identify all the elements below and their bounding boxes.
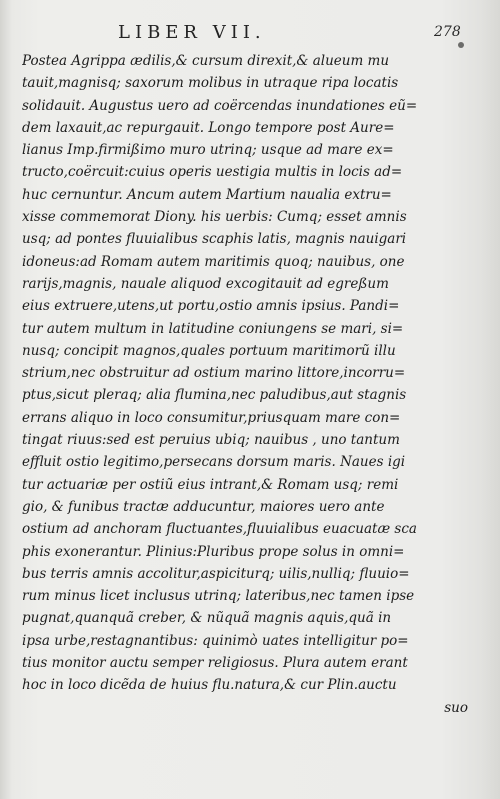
page-header: [0, 22, 500, 46]
text-line: pugnat,quanquã creber, & nũquã magnis aquis,quã in: [22, 610, 392, 627]
text-line: tur autem multum in latitudine coniungens se mari, si=: [22, 320, 404, 337]
text-line: eius extruere,utens,ut portu,ostio amnis ipsius. Pandi=: [22, 298, 400, 315]
text-line: Postea Agrippa ædilis,& cursum direxit,& alueum mu: [22, 53, 390, 69]
text-line: usq; ad pontes fluuialibus scaphis latis, magnis nauigari: [22, 231, 407, 248]
text-line: solidauit. Augustus uero ad coërcendas inundationes eũ=: [22, 97, 418, 114]
text-line: tructo,coërcuit:cuius operis uestigia multis in locis ad=: [22, 164, 403, 181]
text-line: rum minus licet inclusus utrinq; lateribus,nec tamen ipse: [22, 588, 415, 605]
text-line: bus terris amnis accolitur,aspiciturq; uilis,nulliq; fluuio=: [22, 565, 410, 582]
catchword: suo: [444, 699, 468, 716]
text-line: ostium ad anchoram fluctuantes,fluuialibus euacuatæ sca: [22, 521, 417, 538]
body-text: [22, 50, 474, 719]
text-line: tius monitor auctu semper religiosus. Plura autem erant: [22, 655, 408, 672]
running-title: LIBER VII.: [118, 22, 266, 43]
text-line: ipsa urbe,restagnantibus: quinimò uates intelligitur po=: [22, 632, 409, 649]
text-line: idoneus:ad Romam autem maritimis quoq; nauibus, one: [22, 253, 405, 270]
text-line: phis exonerantur. Plinius:Pluribus prope solus in omni=: [22, 543, 405, 560]
text-line: effluit ostio legitimo,persecans dorsum maris. Naues igi: [22, 454, 406, 471]
page-number: 278: [434, 24, 461, 40]
text-line: xisse commemorat Diony. his uerbis: Cumq; esset amnis: [22, 209, 407, 226]
text-line: dem laxauit,ac repurgauit. Longo tempore post Aure=: [22, 119, 395, 136]
text-line: ptus,sicut pleraq; alia flumina,nec paludibus,aut stagnis: [22, 387, 407, 404]
text-line: strium,nec obstruitur ad ostium marino littore,incorru=: [22, 365, 406, 382]
text-line: tur actuariæ per ostiũ eius intrant,& Romam usq; remi: [22, 476, 399, 493]
text-line: nusq; concipit magnos,quales portuum maritimorũ illu: [22, 342, 396, 359]
text-line: lianus Imp.firmißimo muro utrinq; usque ad mare ex=: [22, 142, 394, 159]
text-line: tingat riuus:sed est peruius ubiq; nauibus , uno tantum: [22, 432, 400, 449]
text-line: huc cernuntur. Ancum autem Martium naualia extru=: [22, 186, 392, 203]
text-line: rarijs,magnis, nauale aliquod excogitauit ad egreßum: [22, 275, 389, 292]
text-line: gio, & funibus tractæ adducuntur, maiores uero ante: [22, 498, 385, 515]
text-line: errans aliquo in loco consumitur,priusquam mare con=: [22, 409, 401, 426]
text-line: tauit,magnisq; saxorum molibus in utraque ripa locatis: [22, 75, 399, 92]
text-line: hoc in loco dicẽda de huius flu.natura,& cur Plin.auctu: [22, 677, 397, 694]
